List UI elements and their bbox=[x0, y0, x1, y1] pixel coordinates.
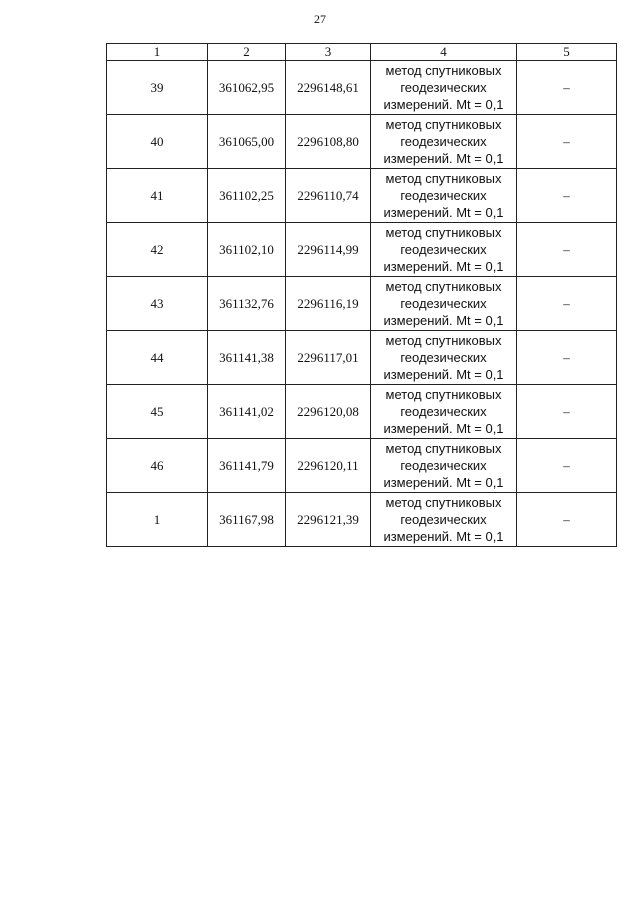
header-col-3: 3 bbox=[286, 44, 371, 61]
method-line: геодезических bbox=[400, 242, 487, 257]
header-col-4: 4 bbox=[371, 44, 517, 61]
note-cell: – bbox=[517, 61, 617, 115]
method-line: метод спутниковых bbox=[385, 171, 502, 186]
note-cell: – bbox=[517, 385, 617, 439]
x-coordinate-cell: 361141,79 bbox=[208, 439, 286, 493]
note-cell: – bbox=[517, 169, 617, 223]
x-coordinate-cell: 361065,00 bbox=[208, 115, 286, 169]
point-number-cell: 43 bbox=[107, 277, 208, 331]
method-line: измерений. Mt = 0,1 bbox=[383, 475, 504, 490]
method-line: метод спутниковых bbox=[385, 387, 502, 402]
point-number-cell: 41 bbox=[107, 169, 208, 223]
method-line: метод спутниковых bbox=[385, 63, 502, 78]
method-line: метод спутниковых bbox=[385, 333, 502, 348]
table-row bbox=[107, 61, 617, 115]
note-cell: – bbox=[517, 277, 617, 331]
method-line: метод спутниковых bbox=[385, 225, 502, 240]
table-row bbox=[107, 493, 617, 547]
x-coordinate-cell: 361141,02 bbox=[208, 385, 286, 439]
method-line: измерений. Mt = 0,1 bbox=[383, 529, 504, 544]
method-cell bbox=[371, 169, 517, 223]
method-line: метод спутниковых bbox=[385, 117, 502, 132]
point-number-cell: 40 bbox=[107, 115, 208, 169]
table-row bbox=[107, 331, 617, 385]
y-coordinate-cell: 2296108,80 bbox=[286, 115, 371, 169]
method-line: измерений. Mt = 0,1 bbox=[383, 421, 504, 436]
method-cell bbox=[371, 331, 517, 385]
x-coordinate-cell: 361102,25 bbox=[208, 169, 286, 223]
page-number: 27 bbox=[314, 12, 326, 26]
note-cell: – bbox=[517, 493, 617, 547]
method-cell bbox=[371, 385, 517, 439]
table-row bbox=[107, 385, 617, 439]
method-line: измерений. Mt = 0,1 bbox=[383, 97, 504, 112]
y-coordinate-cell: 2296120,11 bbox=[286, 439, 371, 493]
method-line: геодезических bbox=[400, 134, 487, 149]
note-cell: – bbox=[517, 439, 617, 493]
method-line: метод спутниковых bbox=[385, 279, 502, 294]
table-row bbox=[107, 115, 617, 169]
x-coordinate-cell: 361102,10 bbox=[208, 223, 286, 277]
method-cell bbox=[371, 223, 517, 277]
y-coordinate-cell: 2296116,19 bbox=[286, 277, 371, 331]
header-col-2: 2 bbox=[208, 44, 286, 61]
y-coordinate-cell: 2296120,08 bbox=[286, 385, 371, 439]
method-line: геодезических bbox=[400, 296, 487, 311]
header-col-1: 1 bbox=[107, 44, 208, 61]
method-line: измерений. Mt = 0,1 bbox=[383, 151, 504, 166]
note-cell: – bbox=[517, 115, 617, 169]
x-coordinate-cell: 361062,95 bbox=[208, 61, 286, 115]
method-cell bbox=[371, 439, 517, 493]
x-coordinate-cell: 361167,98 bbox=[208, 493, 286, 547]
note-cell: – bbox=[517, 223, 617, 277]
point-number-cell: 39 bbox=[107, 61, 208, 115]
header-col-5: 5 bbox=[517, 44, 617, 61]
point-number-cell: 1 bbox=[107, 493, 208, 547]
method-line: измерений. Mt = 0,1 bbox=[383, 259, 504, 274]
method-cell bbox=[371, 493, 517, 547]
coordinates-table bbox=[106, 43, 617, 547]
method-line: геодезических bbox=[400, 458, 487, 473]
method-cell bbox=[371, 277, 517, 331]
y-coordinate-cell: 2296148,61 bbox=[286, 61, 371, 115]
method-line: измерений. Mt = 0,1 bbox=[383, 205, 504, 220]
point-number-cell: 45 bbox=[107, 385, 208, 439]
table-row bbox=[107, 277, 617, 331]
method-line: измерений. Mt = 0,1 bbox=[383, 367, 504, 382]
y-coordinate-cell: 2296117,01 bbox=[286, 331, 371, 385]
x-coordinate-cell: 361141,38 bbox=[208, 331, 286, 385]
method-line: геодезических bbox=[400, 512, 487, 527]
method-line: метод спутниковых bbox=[385, 495, 502, 510]
y-coordinate-cell: 2296114,99 bbox=[286, 223, 371, 277]
point-number-cell: 46 bbox=[107, 439, 208, 493]
method-line: геодезических bbox=[400, 350, 487, 365]
method-line: геодезических bbox=[400, 404, 487, 419]
y-coordinate-cell: 2296110,74 bbox=[286, 169, 371, 223]
table-row bbox=[107, 439, 617, 493]
point-number-cell: 42 bbox=[107, 223, 208, 277]
x-coordinate-cell: 361132,76 bbox=[208, 277, 286, 331]
method-line: измерений. Mt = 0,1 bbox=[383, 313, 504, 328]
method-line: метод спутниковых bbox=[385, 441, 502, 456]
note-cell: – bbox=[517, 331, 617, 385]
table-row bbox=[107, 223, 617, 277]
method-cell bbox=[371, 115, 517, 169]
table-header-row bbox=[107, 44, 617, 61]
method-line: геодезических bbox=[400, 188, 487, 203]
y-coordinate-cell: 2296121,39 bbox=[286, 493, 371, 547]
point-number-cell: 44 bbox=[107, 331, 208, 385]
table-row bbox=[107, 169, 617, 223]
method-cell bbox=[371, 61, 517, 115]
method-line: геодезических bbox=[400, 80, 487, 95]
